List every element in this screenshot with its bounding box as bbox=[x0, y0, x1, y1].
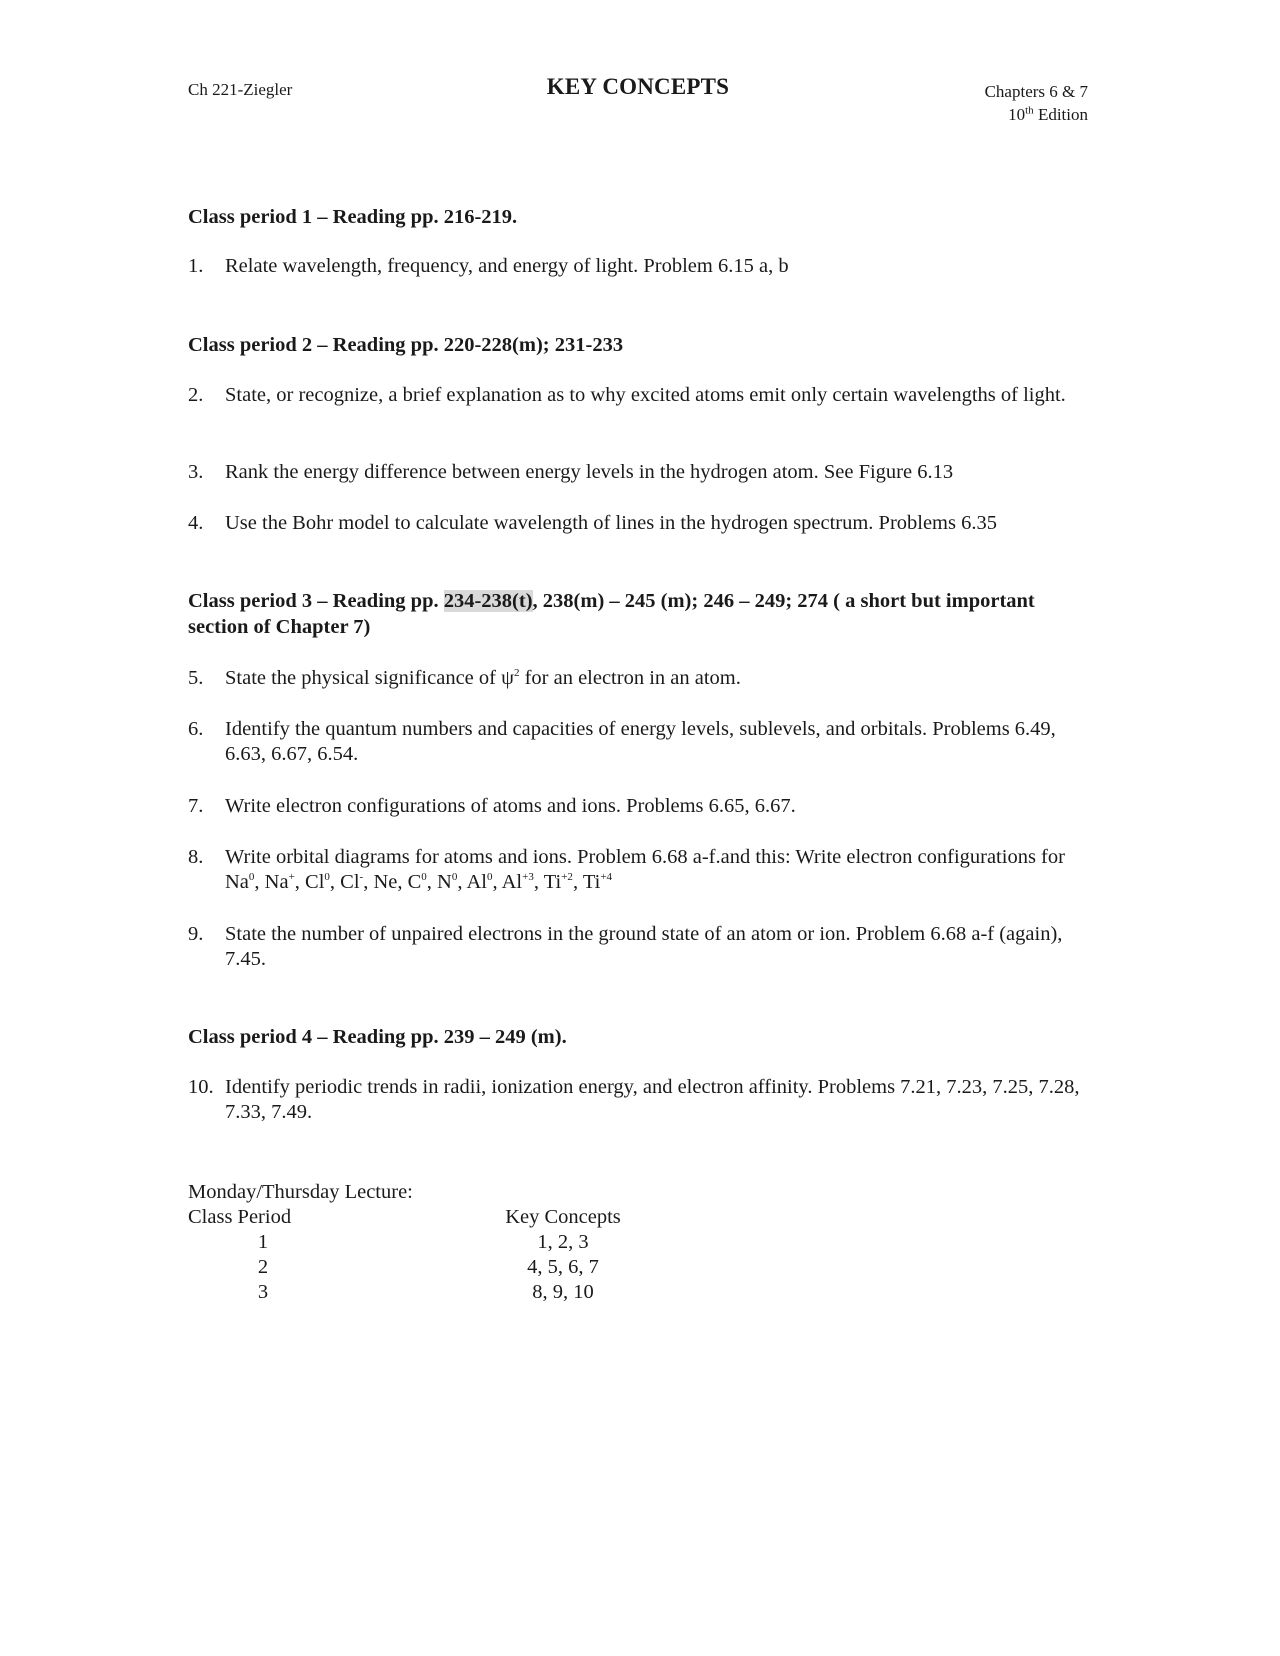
schedule-row bbox=[188, 1280, 788, 1305]
species-symbol: Al bbox=[466, 871, 487, 893]
schedule-header-row bbox=[188, 1205, 788, 1230]
section-heading-3 bbox=[188, 588, 1088, 640]
item-number: 10. bbox=[188, 1076, 214, 1098]
species-charge: +3 bbox=[522, 871, 534, 884]
schedule-title: Monday/Thursday Lecture: bbox=[188, 1181, 413, 1203]
lecture-schedule bbox=[188, 1180, 788, 1305]
key-concepts-header: Key Concepts bbox=[505, 1206, 621, 1228]
item-text: Identify the quantum numbers and capacities of energy levels, sublevels, and orbitals. Problems 6.49, 6.63, 6.67, 6.54. bbox=[225, 718, 1056, 765]
species-symbol: Na bbox=[264, 871, 289, 893]
schedule-title-row bbox=[188, 1180, 788, 1205]
species-separator: , bbox=[254, 871, 265, 893]
species-charge: +4 bbox=[600, 871, 613, 884]
item-number: 8. bbox=[188, 846, 204, 868]
chapters-label: Chapters 6 & 7 bbox=[984, 82, 1088, 101]
key-concepts-cell: 4, 5, 6, 7 bbox=[527, 1256, 599, 1278]
page-title: KEY CONCEPTS bbox=[546, 74, 730, 99]
class-period-header: Class Period bbox=[188, 1206, 292, 1228]
schedule-row bbox=[188, 1230, 788, 1255]
species-symbol: Ne bbox=[373, 871, 398, 893]
species-separator: , bbox=[533, 871, 544, 893]
item-text: Write electron configurations of atoms and ions. Problems 6.65, 6.67. bbox=[225, 795, 796, 817]
species-symbol: C bbox=[407, 871, 422, 893]
item-number: 2. bbox=[188, 384, 204, 406]
species-charge: +2 bbox=[561, 871, 573, 884]
species-separator: , bbox=[397, 871, 408, 893]
course-label: Ch 221-Ziegler bbox=[188, 80, 293, 99]
edition-number: 10 bbox=[1008, 105, 1026, 124]
item-number: 7. bbox=[188, 795, 204, 817]
item-text-pre: Write orbital diagrams for atoms and ions. Problem 6.68 a-f.and this: Write electron configurations for bbox=[225, 846, 1065, 868]
species-separator: , bbox=[363, 871, 374, 893]
species-symbol: Ti bbox=[582, 871, 601, 893]
heading-suffix: , 238(m) – 245 (m); 246 – 249; 274 ( a short but important section of Chapter 7) bbox=[188, 590, 1035, 638]
chapter-info bbox=[985, 80, 1088, 126]
section-heading-1: Class period 1 – Reading pp. 216-219. bbox=[188, 206, 518, 228]
species-separator: , bbox=[329, 871, 341, 893]
species-charge: - bbox=[359, 871, 364, 884]
item-number: 9. bbox=[188, 923, 204, 945]
key-concepts-cell: 1, 2, 3 bbox=[537, 1231, 589, 1253]
schedule-row bbox=[188, 1255, 788, 1280]
species-charge: 0 bbox=[421, 871, 427, 884]
species-symbol: N bbox=[437, 871, 452, 893]
item-text-post: for an electron in an atom. bbox=[519, 667, 741, 689]
species-charge: 0 bbox=[451, 871, 458, 884]
item-text bbox=[225, 845, 1085, 895]
item-number: 4. bbox=[188, 512, 204, 534]
section-heading-4: Class period 4 – Reading pp. 239 – 249 (m). bbox=[188, 1026, 567, 1048]
key-concepts-cell: 8, 9, 10 bbox=[532, 1281, 594, 1303]
class-period-cell: 3 bbox=[257, 1281, 269, 1303]
class-period-cell: 2 bbox=[257, 1256, 269, 1278]
item-text bbox=[225, 666, 1085, 691]
species-charge: + bbox=[288, 871, 295, 884]
section-heading-2: Class period 2 – Reading pp. 220-228(m); 231-233 bbox=[188, 334, 624, 356]
item-text: Use the Bohr model to calculate wavelength of lines in the hydrogen spectrum. Problems 6.35 bbox=[225, 512, 997, 534]
item-number: 1. bbox=[188, 255, 204, 277]
species-symbol: Na bbox=[225, 871, 249, 893]
item-number: 5. bbox=[188, 667, 204, 689]
edition-suffix: th bbox=[1025, 104, 1034, 117]
document-page bbox=[188, 0, 1088, 1656]
item-text: State, or recognize, a brief explanation as to why excited atoms emit only certain wavelengths of light. bbox=[225, 384, 1066, 406]
class-period-cell: 1 bbox=[257, 1231, 269, 1253]
species-symbol: Cl bbox=[305, 871, 325, 893]
species-separator: , bbox=[294, 871, 306, 893]
species-charge: 0 bbox=[324, 871, 330, 884]
item-text-pre: State the physical significance of bbox=[225, 667, 502, 689]
item-text: State the number of unpaired electrons in the ground state of an atom or ion. Problem 6.68 a-f (again), 7.45. bbox=[225, 923, 1063, 970]
highlighted-pages: 234-238(t) bbox=[443, 590, 533, 612]
species-separator: , bbox=[426, 871, 438, 893]
edition-word: Edition bbox=[1033, 105, 1088, 124]
species-separator: , bbox=[492, 871, 502, 893]
item-number: 6. bbox=[188, 718, 204, 740]
item-text: Identify periodic trends in radii, ionization energy, and electron affinity. Problems 7.21, 7.23, 7.25, 7.28, 7.33, 7.49. bbox=[225, 1076, 1080, 1123]
species-symbol: Al bbox=[501, 871, 523, 893]
species-symbol: Ti bbox=[543, 871, 562, 893]
species-charge: 0 bbox=[486, 871, 493, 884]
item-text: Rank the energy difference between energy levels in the hydrogen atom. See Figure 6.13 bbox=[225, 461, 954, 483]
species-charge: 0 bbox=[248, 871, 255, 884]
species-separator: , bbox=[457, 871, 467, 893]
psi-symbol: ψ bbox=[501, 667, 514, 689]
edition-label bbox=[985, 103, 1088, 126]
item-text: Relate wavelength, frequency, and energy of light. Problem 6.15 a, b bbox=[225, 255, 789, 277]
species-separator: , bbox=[572, 871, 583, 893]
heading-prefix: Class period 3 – Reading pp. bbox=[188, 590, 444, 612]
psi-exponent: 2 bbox=[513, 667, 520, 680]
species-list bbox=[225, 871, 612, 893]
item-number: 3. bbox=[188, 461, 204, 483]
species-symbol: Cl bbox=[340, 871, 360, 893]
